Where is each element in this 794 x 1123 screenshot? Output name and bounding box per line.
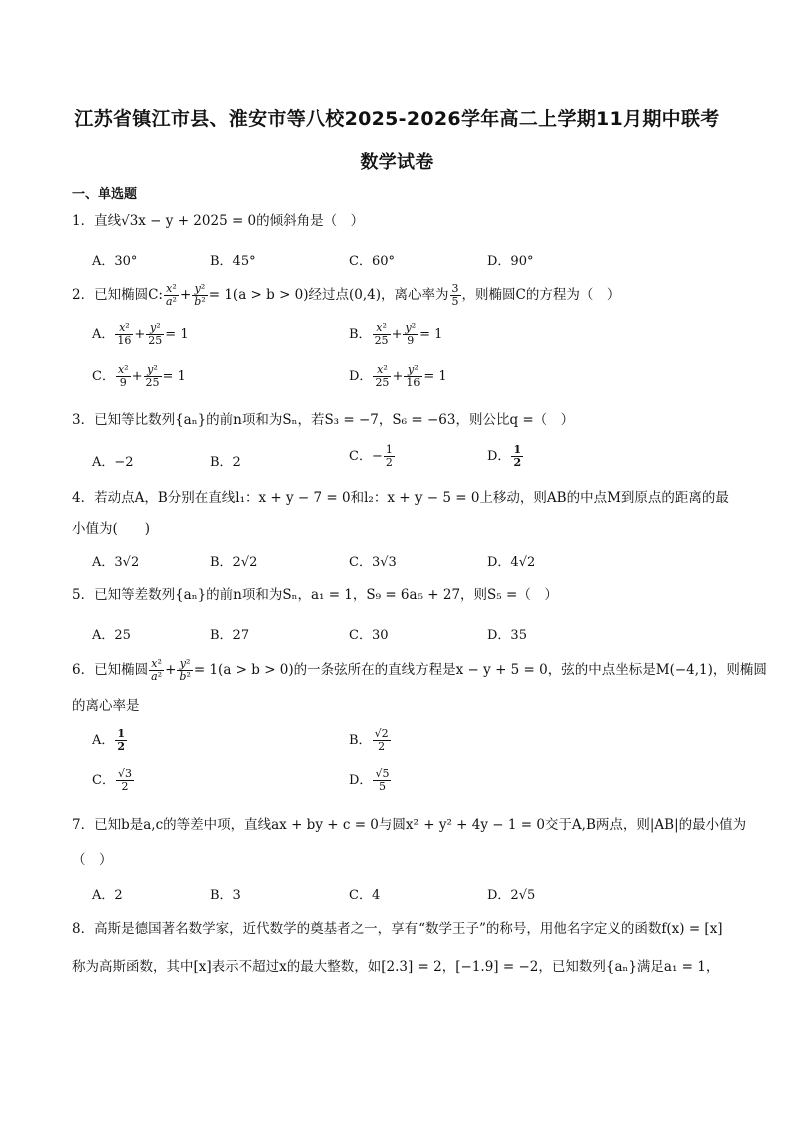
q3-option-a: A．−2 [92, 455, 134, 470]
q7-option-b: B．3 [210, 888, 241, 903]
q3-option-b: B．2 [210, 455, 241, 470]
q7-option-c: C．4 [349, 888, 381, 903]
question-2: 2．已知椭圆C: $\frac{\text{x²}}{\text{a²}}$ + $\frac{\text{y²}}{\text{b²}}$ = 1(a > b > 0)经过点(0,4)，离心率为 $\frac{3}{5}$ ，则椭圆C的方程为（ ） [72, 282, 621, 308]
q2-prefix: 2．已知椭圆C: [72, 287, 163, 303]
q4-option-d: D．4√2 [487, 555, 536, 570]
fraction: $\frac{\text{y²}}{\text{b²}}$ [194, 282, 206, 308]
question-5: 5．已知等差数列{aₙ}的前n项和为Sₙ，a₁ = 1，S₉ = 6a₅ + 27，则S₅ =（ ） [72, 587, 558, 603]
question-4-line1: 4．若动点A，B分别在直线l₁：x + y − 7 = 0和l₂：x + y − 5 = 0上移动，则AB的中点M到原点的距离的最 [72, 490, 729, 506]
question-7-line1: 7．已知b是a,c的等差中项，直线ax + by + c = 0与圆x² + y² + 4y − 1 = 0交于A,B两点，则|AB|的最小值为 [72, 817, 747, 833]
q1-option-d: D．90° [487, 254, 534, 269]
q6-option-c: C． $\frac{√3}{2}$ [92, 767, 132, 793]
fraction: $\frac{3}{5}$ [451, 282, 459, 308]
q5-option-b: B．27 [210, 628, 250, 643]
question-8-line1: 8．高斯是德国著名数学家，近代数学的奠基者之一，享有“数学王子”的称号，用他名字定义的函数f(x) = [x] [72, 921, 723, 937]
q3-option-d: D． $\frac{1}{2}$ [487, 443, 522, 469]
q2-option-c: C． $\frac{\text{x²}}{9}$ + $\frac{\text{y²}}{25}$ = 1 [92, 363, 186, 389]
q1-option-a: A．30° [92, 254, 138, 269]
q2-suffix: ，则椭圆C的方程为（ ） [461, 287, 621, 303]
q6-option-b: B． $\frac{√2}{2}$ [349, 727, 389, 753]
question-8-line2: 称为高斯函数，其中[x]表示不超过x的最大整数，如[2.3] = 2，[−1.9] = −2，已知数列{aₙ}满足a₁ = 1， [72, 959, 720, 975]
question-3: 3．已知等比数列{aₙ}的前n项和为Sₙ，若S₃ = −7，S₆ = −63，则公比q =（ ） [72, 412, 575, 428]
q3-option-c: C．− $\frac{1}{2}$ [349, 443, 393, 469]
q4-option-b: B．2√2 [210, 555, 258, 570]
q7-option-d: D．2√5 [487, 888, 536, 903]
exam-title: 江苏省镇江市县、淮安市等八校2025-2026学年高二上学期11月期中联考 [74, 108, 720, 130]
q7-option-a: A．2 [92, 888, 123, 903]
question-6-line1: 6．已知椭圆 $\frac{\text{x²}}{\text{a²}}$ + $\frac{\text{y²}}{\text{b²}}$ = 1(a > b > 0)的一条弦所在的直线方程是x − y + 5 = 0，弦的中点坐标是M(−4,1)，则椭圆 [72, 657, 767, 683]
question-7-line2: （ ） [72, 852, 113, 868]
q5-option-c: C．30 [349, 628, 389, 643]
q1-option-c: C．60° [349, 254, 395, 269]
q1-option-b: B．45° [210, 254, 256, 269]
question-4-line2: 小值为( ) [72, 521, 151, 537]
q4-option-a: A．3√2 [92, 555, 140, 570]
q5-option-d: D．35 [487, 628, 527, 643]
question-1: 1．直线√3x − y + 2025 = 0的倾斜角是（ ） [72, 213, 365, 229]
q6-option-a: A． $\frac{1}{2}$ [92, 727, 126, 753]
q2-mid: = 1(a > b > 0)经过点(0,4)，离心率为 [208, 287, 449, 303]
exam-subtitle: 数学试卷 [360, 152, 434, 173]
q2-option-d: D． $\frac{\text{x²}}{25}$ + $\frac{\text{y²}}{16}$ = 1 [349, 363, 447, 389]
question-6-line2: 的离心率是 [72, 698, 140, 714]
q4-option-c: C．3√3 [349, 555, 397, 570]
fraction: $\frac{\text{x²}}{\text{a²}}$ [165, 282, 177, 308]
q5-option-a: A．25 [92, 628, 131, 643]
q6-option-d: D． $\frac{√5}{5}$ [349, 767, 390, 793]
section-heading: 一、单选题 [72, 187, 138, 202]
q2-option-a: A． $\frac{\text{x²}}{16}$ + $\frac{\text{y²}}{25}$ = 1 [92, 321, 189, 347]
q2-option-b: B． $\frac{\text{x²}}{25}$ + $\frac{\text{y²}}{9}$ = 1 [349, 321, 443, 347]
